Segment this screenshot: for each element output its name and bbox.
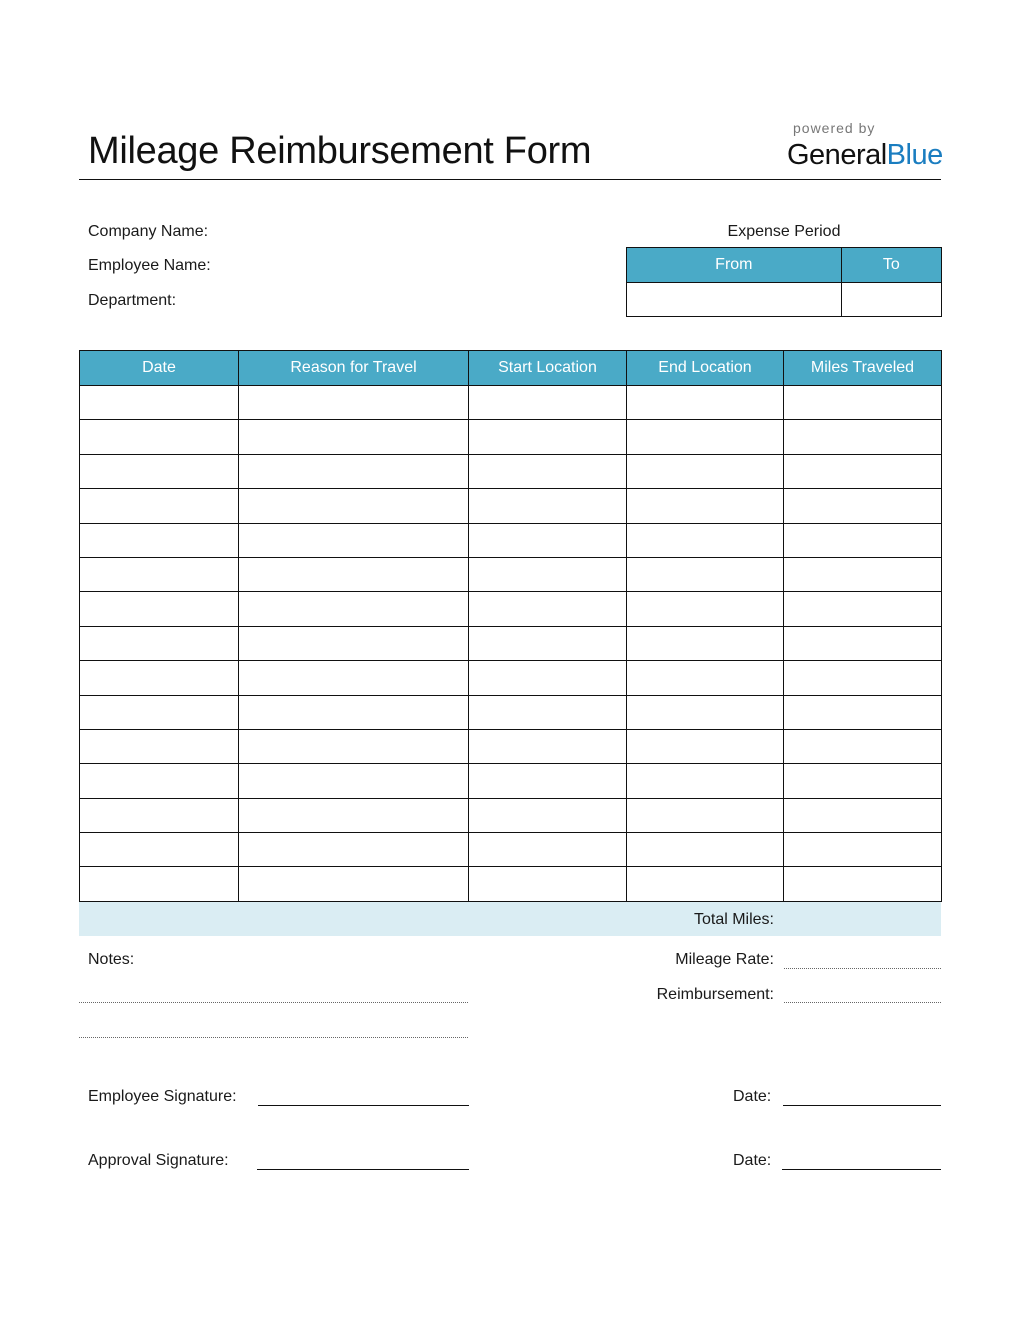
table-cell[interactable] [239, 557, 469, 591]
table-cell[interactable] [469, 833, 627, 867]
table-cell[interactable] [80, 867, 239, 901]
table-cell[interactable] [784, 592, 942, 626]
table-cell[interactable] [469, 626, 627, 660]
company-name-label: Company Name: [88, 223, 209, 240]
total-miles-bar [79, 902, 941, 936]
table-cell[interactable] [469, 798, 627, 832]
approval-signature-line[interactable] [257, 1169, 469, 1170]
table-cell[interactable] [469, 489, 627, 523]
powered-by-text: powered by [793, 120, 876, 136]
table-row [80, 729, 942, 763]
table-cell[interactable] [80, 729, 239, 763]
table-cell[interactable] [80, 626, 239, 660]
department-label: Department: [88, 292, 177, 309]
employee-signature-line[interactable] [258, 1105, 469, 1106]
table-cell[interactable] [239, 454, 469, 488]
column-header-end-location: End Location [627, 351, 784, 386]
table-row [80, 867, 942, 901]
table-cell[interactable] [239, 661, 469, 695]
table-cell[interactable] [627, 867, 784, 901]
table-cell[interactable] [784, 764, 942, 798]
approval-signature-label: Approval Signature: [88, 1152, 229, 1169]
table-cell[interactable] [469, 420, 627, 454]
table-cell[interactable] [627, 833, 784, 867]
table-row [80, 386, 942, 420]
table-row [80, 489, 942, 523]
table-row [80, 557, 942, 591]
table-cell[interactable] [784, 557, 942, 591]
table-cell[interactable] [627, 626, 784, 660]
table-cell[interactable] [469, 695, 627, 729]
table-cell[interactable] [469, 592, 627, 626]
table-cell[interactable] [627, 557, 784, 591]
table-cell[interactable] [80, 833, 239, 867]
table-cell[interactable] [784, 798, 942, 832]
table-cell[interactable] [239, 626, 469, 660]
table-cell[interactable] [784, 729, 942, 763]
table-cell[interactable] [784, 833, 942, 867]
reimbursement-field[interactable] [784, 1002, 941, 1003]
table-row [80, 420, 942, 454]
to-field[interactable] [841, 283, 941, 317]
table-cell[interactable] [80, 420, 239, 454]
table-cell[interactable] [80, 661, 239, 695]
table-cell[interactable] [784, 661, 942, 695]
table-cell[interactable] [469, 523, 627, 557]
table-cell[interactable] [469, 729, 627, 763]
table-row [80, 833, 942, 867]
table-cell[interactable] [239, 729, 469, 763]
table-cell[interactable] [627, 661, 784, 695]
brand-blue: Blue [886, 139, 943, 171]
table-cell[interactable] [627, 764, 784, 798]
table-cell[interactable] [469, 454, 627, 488]
table-cell[interactable] [784, 420, 942, 454]
table-row [80, 695, 942, 729]
column-header-start-location: Start Location [469, 351, 627, 386]
table-cell[interactable] [80, 454, 239, 488]
table-row [80, 764, 942, 798]
table-cell[interactable] [80, 386, 239, 420]
table-cell[interactable] [239, 833, 469, 867]
table-cell[interactable] [784, 626, 942, 660]
from-field[interactable] [627, 283, 842, 317]
table-cell[interactable] [627, 386, 784, 420]
reimbursement-label: Reimbursement: [656, 986, 774, 1003]
table-cell[interactable] [80, 523, 239, 557]
mileage-rate-field[interactable] [784, 968, 941, 969]
mileage-table [79, 350, 942, 902]
table-cell[interactable] [80, 764, 239, 798]
table-cell[interactable] [627, 489, 784, 523]
table-cell[interactable] [469, 557, 627, 591]
approval-date-line[interactable] [782, 1169, 941, 1170]
table-cell[interactable] [784, 523, 942, 557]
page-title: Mileage Reimbursement Form [88, 130, 592, 172]
from-header: From [627, 248, 842, 283]
column-header-date: Date [80, 351, 239, 386]
employee-date-label: Date: [733, 1088, 772, 1105]
table-cell[interactable] [239, 764, 469, 798]
table-row [80, 661, 942, 695]
table-cell[interactable] [627, 592, 784, 626]
generalblue-logo [787, 136, 943, 174]
notes-label: Notes: [88, 951, 135, 968]
to-header: To [841, 248, 941, 283]
notes-line-2[interactable] [79, 1037, 468, 1038]
table-cell[interactable] [239, 386, 469, 420]
table-cell[interactable] [469, 386, 627, 420]
table-cell[interactable] [627, 695, 784, 729]
table-cell[interactable] [469, 867, 627, 901]
total-miles-label: Total Miles: [693, 911, 774, 928]
table-cell[interactable] [784, 454, 942, 488]
table-cell[interactable] [239, 867, 469, 901]
table-cell[interactable] [80, 695, 239, 729]
table-cell[interactable] [784, 489, 942, 523]
table-cell[interactable] [239, 798, 469, 832]
table-cell[interactable] [239, 592, 469, 626]
table-cell[interactable] [627, 798, 784, 832]
employee-signature-label: Employee Signature: [88, 1088, 237, 1105]
table-cell[interactable] [627, 420, 784, 454]
table-row [80, 454, 942, 488]
title-divider [79, 179, 941, 180]
table-cell[interactable] [469, 764, 627, 798]
notes-line-1[interactable] [79, 1002, 468, 1003]
table-cell[interactable] [80, 592, 239, 626]
table-cell[interactable] [784, 386, 942, 420]
expense-period-table [626, 247, 942, 317]
table-row [80, 523, 942, 557]
table-cell[interactable] [627, 454, 784, 488]
column-header-reason: Reason for Travel [239, 351, 469, 386]
mileage-rate-label: Mileage Rate: [675, 951, 774, 968]
employee-name-label: Employee Name: [88, 257, 211, 274]
column-header-miles-traveled: Miles Traveled [784, 351, 942, 386]
table-cell[interactable] [627, 523, 784, 557]
table-cell[interactable] [239, 695, 469, 729]
approval-date-label: Date: [733, 1152, 772, 1169]
table-row [80, 798, 942, 832]
table-cell[interactable] [80, 557, 239, 591]
table-cell[interactable] [469, 661, 627, 695]
table-cell[interactable] [784, 867, 942, 901]
table-cell[interactable] [239, 523, 469, 557]
table-row [80, 626, 942, 660]
expense-period-title: Expense Period [727, 223, 841, 240]
brand-general: General [787, 139, 887, 171]
table-cell[interactable] [239, 420, 469, 454]
table-cell[interactable] [627, 729, 784, 763]
table-cell[interactable] [784, 695, 942, 729]
table-cell[interactable] [80, 489, 239, 523]
table-row [80, 592, 942, 626]
table-cell[interactable] [80, 798, 239, 832]
employee-date-line[interactable] [783, 1105, 941, 1106]
table-cell[interactable] [239, 489, 469, 523]
